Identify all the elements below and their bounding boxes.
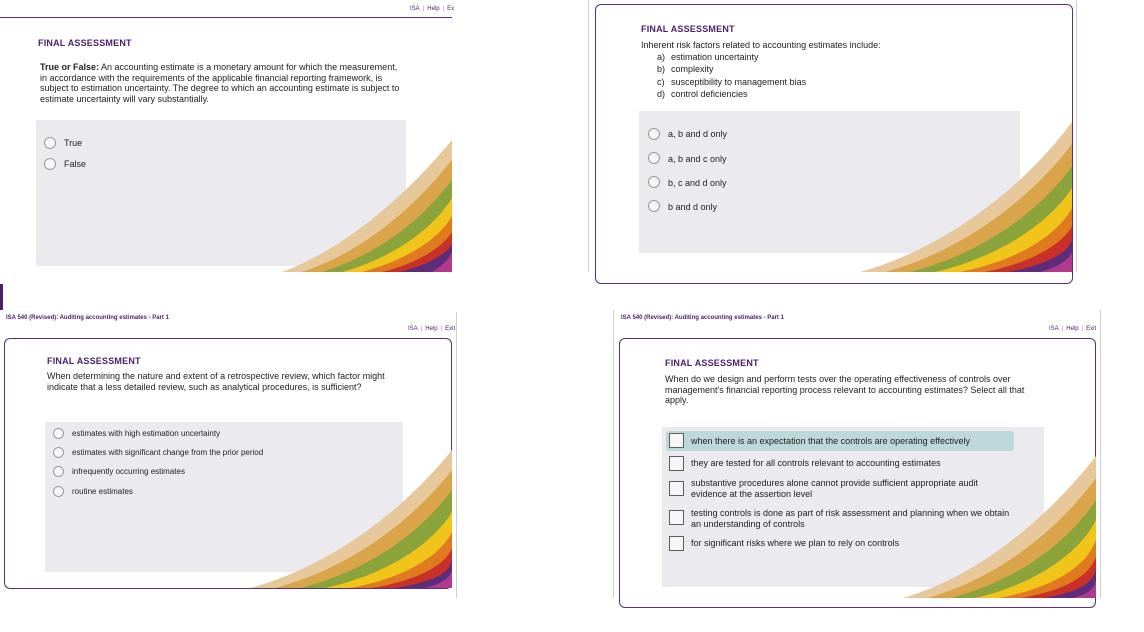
question-lead: True or False:	[40, 62, 100, 72]
option-label-5[interactable]: for significant risks where we plan to rely on controls	[691, 538, 900, 548]
option-label-2[interactable]: estimates with significant change from the prior period	[72, 448, 264, 457]
question-text	[40, 62, 402, 104]
radio-false[interactable]	[44, 158, 56, 170]
frame-line-right	[1100, 310, 1101, 598]
panel-question-3	[0, 312, 458, 598]
frame-line-right	[456, 312, 457, 598]
radio-option-1[interactable]	[648, 128, 660, 140]
list-item-b: b) complexity	[657, 64, 714, 75]
nav-help-link[interactable]: Help	[427, 6, 440, 12]
radio-option-2[interactable]	[648, 152, 660, 164]
radio-option-4[interactable]	[53, 486, 64, 497]
assessment-title: FINAL ASSESSMENT	[665, 358, 759, 368]
nav-isa-link[interactable]: ISA	[410, 6, 420, 12]
option-label-2[interactable]: a, b and c only	[668, 154, 727, 164]
assessment-title: FINAL ASSESSMENT	[38, 38, 132, 48]
nav-exit-link[interactable]: Exit	[1086, 326, 1097, 332]
option-label-4[interactable]: b and d only	[668, 202, 718, 212]
header-divider	[0, 17, 452, 18]
panel-question-4	[613, 310, 1102, 598]
list-item-a: a) estimation uncertainty	[657, 52, 759, 62]
decorative-swoosh	[860, 122, 1072, 272]
course-title: ISA 540 (Revised): Auditing accounting estimates - Part 1	[621, 315, 784, 321]
decorative-swoosh	[903, 456, 1096, 598]
answer-list	[657, 52, 957, 101]
top-nav: ISA | Help | Ex	[410, 6, 455, 12]
checkbox-option-3[interactable]	[669, 481, 684, 496]
option-label-1[interactable]: a, b and d only	[668, 129, 728, 139]
panel-question-2	[588, 0, 1078, 272]
option-label-1[interactable]: when there is an expectation that the controls are operating effectively	[691, 436, 971, 446]
nav-help-link[interactable]: Help	[1066, 326, 1079, 332]
panel-question-1	[0, 0, 455, 272]
question-body: An accounting estimate is a monetary amount for which the measurement, in accordance with the requirements of the applicable financial reporting framework, is subject to estimation uncertainty. The degree to which an accounting estimate is subject to estimate uncertainty will vary substantially.	[40, 62, 400, 104]
question-text: When determining the nature and extent of a retrospective review, which factor might indicate that a less detailed review, such as analytical procedures, is sufficient?	[47, 371, 385, 392]
option-label-false[interactable]: False	[64, 159, 87, 169]
question-text: Inherent risk factors related to accounting estimates include:	[641, 40, 881, 50]
nav-help-link[interactable]: Help	[425, 326, 438, 332]
assessment-title: FINAL ASSESSMENT	[641, 24, 735, 34]
checkbox-option-2[interactable]	[669, 456, 684, 471]
radio-option-2[interactable]	[53, 447, 64, 458]
course-title: ISA 540 (Revised): Auditing accounting estimates - Part 1	[6, 315, 169, 321]
option-label-1[interactable]: estimates with high estimation uncertainty	[72, 429, 221, 438]
frame-line-left	[588, 0, 589, 272]
frame-line-right	[1076, 0, 1077, 272]
assessment-title: FINAL ASSESSMENT	[47, 356, 141, 366]
decorative-swoosh	[250, 450, 452, 588]
option-label-2[interactable]: they are tested for all controls relevant to accounting estimates	[691, 458, 941, 468]
top-nav: ISA | Help | Exit	[408, 326, 456, 332]
frame-line-left	[613, 310, 614, 598]
checkbox-option-1[interactable]	[669, 433, 684, 448]
nav-isa-link[interactable]: ISA	[408, 326, 418, 332]
radio-option-1[interactable]	[53, 428, 64, 439]
option-label-true[interactable]: True	[64, 138, 83, 148]
list-item-d: d) control deficiencies	[657, 88, 748, 99]
option-label-3[interactable]: infrequently occurring estimates	[72, 467, 185, 476]
list-item-c: c) susceptibility to management bias	[657, 76, 807, 87]
option-label-3[interactable]: substantive procedures alone cannot provide sufficient appropriate audit evidence at the assertion level	[691, 478, 979, 499]
radio-option-4[interactable]	[648, 200, 660, 212]
radio-option-3[interactable]	[648, 176, 660, 188]
nav-isa-link[interactable]: ISA	[1049, 326, 1059, 332]
radio-option-3[interactable]	[53, 466, 64, 477]
checkbox-option-4[interactable]	[669, 510, 684, 525]
option-label-4[interactable]: routine estimates	[72, 487, 133, 496]
radio-true[interactable]	[44, 137, 56, 149]
nav-exit-link[interactable]: Ex	[447, 6, 455, 12]
decorative-swoosh	[282, 140, 452, 272]
top-nav: ISA | Help | Exit	[1049, 326, 1097, 332]
checkbox-option-5[interactable]	[669, 536, 684, 551]
option-label-3[interactable]: b, c and d only	[668, 178, 727, 188]
option-label-4[interactable]: testing controls is done as part of risk assessment and planning when we obtain an understanding of controls	[691, 508, 1010, 529]
edge-tab-marker	[0, 284, 3, 310]
nav-exit-link[interactable]: Exit	[445, 326, 456, 332]
question-text: When do we design and perform tests over the operating effectiveness of controls over management's financial reporting process relevant to accounting estimates? Select all that apply.	[665, 374, 1025, 405]
